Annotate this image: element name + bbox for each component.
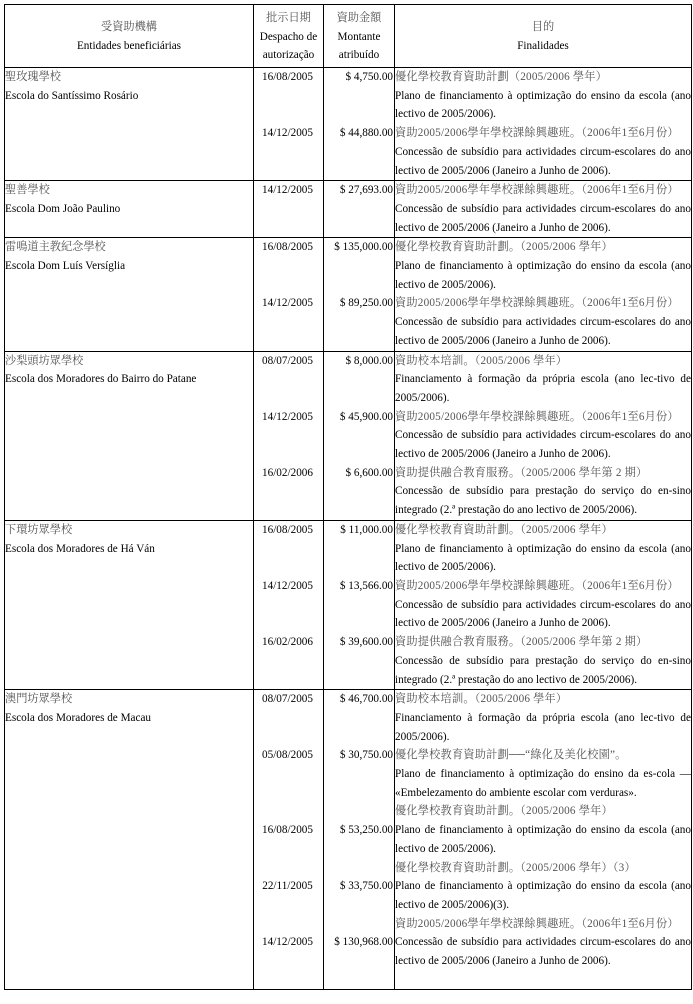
amount-spacer	[324, 105, 394, 124]
purpose-zh: 資助2005/2006學年學校課餘興趣班。（2006年1至6月份）	[395, 297, 679, 310]
date-spacer	[254, 896, 323, 915]
date-cell	[254, 68, 324, 181]
purpose-entry	[395, 577, 691, 633]
grant-date: 14/12/2005	[262, 127, 313, 140]
date-spacer	[254, 445, 323, 464]
purpose-pt: Plano de financiamento à optimização do ensino da escola (ano lectivo de 2005/2006)(3).	[395, 880, 691, 911]
purpose-pt: Financiamento à formação da própria escola (ano lec-tivo de 2005/2006).	[395, 373, 691, 404]
purpose-zh: 優化學校教育資助計劃──“綠化及美化校園”。	[395, 749, 627, 762]
purpose-zh: 優化學校教育資助計劃。（2005/2006 學年）	[395, 241, 613, 254]
entity-name-zh: 聖善學校	[5, 184, 50, 197]
header-date	[254, 5, 324, 68]
grant-date: 14/12/2005	[262, 579, 313, 592]
date-spacer	[254, 161, 323, 180]
header-date-pt-1: Despacho de	[259, 30, 318, 43]
amount-cell	[324, 351, 395, 520]
date-spacer	[254, 482, 323, 501]
header-amount-zh: 資助金額	[336, 12, 382, 25]
date-spacer	[254, 257, 323, 276]
grant-amount: $ 135,000.00	[334, 241, 393, 254]
grant-amount: $ 8,000.00	[345, 354, 393, 367]
amount-spacer	[324, 971, 394, 990]
amount-spacer	[324, 482, 394, 501]
amount-spacer	[324, 840, 394, 859]
purpose-pt: Plano de financiamento à optimização do ensino da escola (ano lectivo de 2005/2006).	[395, 89, 691, 121]
grant-date: 16/02/2006	[262, 466, 313, 479]
purpose-cell	[395, 238, 692, 351]
entity-name-pt: Escola dos Moradores do Bairro do Patane	[5, 373, 197, 386]
grant-date: 16/08/2005	[262, 824, 313, 837]
amount-spacer	[324, 558, 394, 577]
amount-spacer	[324, 313, 394, 332]
grant-amount: $ 6,600.00	[345, 466, 393, 479]
purpose-entry	[395, 633, 691, 689]
entity-name-pt: Escola Dom João Paulino	[5, 202, 121, 215]
purpose-pt: Plano de financiamento à optimização do ensino da escola (ano lectivo de 2005/2006).	[395, 260, 691, 291]
header-entity-pt: Entidades beneficiárias	[76, 40, 182, 52]
date-spacer	[254, 200, 323, 219]
date-cell	[254, 238, 324, 351]
date-spacer	[254, 540, 323, 559]
date-cell	[254, 520, 324, 689]
purpose-zh: 優化學校教育資助計劃。（2005/2006 學年）（3）	[395, 861, 636, 874]
header-amount-pt-2: atribuído	[338, 49, 380, 62]
grant-date: 14/12/2005	[262, 410, 313, 423]
header-entity-zh: 受資助機構	[101, 21, 157, 34]
table-body	[5, 68, 692, 990]
grant-date: 16/08/2005	[262, 241, 313, 254]
purpose-entry	[395, 690, 691, 746]
purpose-pt: Concessão de subsídio para prestação do serviço do en-sino integrado (2.ª prestação do ano lectivo de 2005/2006).	[395, 654, 691, 686]
header-entity	[5, 5, 254, 68]
purpose-entry	[395, 915, 691, 971]
entity-cell	[5, 351, 254, 520]
grant-amount: $ 39,600.00	[339, 636, 393, 649]
date-spacer	[254, 501, 323, 520]
grant-amount: $ 45,900.00	[339, 410, 393, 423]
amount-spacer	[324, 389, 394, 408]
entity-name-pt: Escola Dom Luís Versíglia	[5, 260, 126, 273]
grant-amount: $ 89,250.00	[339, 297, 393, 310]
purpose-cell	[395, 690, 692, 990]
entity-name-zh: 下環坊眾學校	[5, 523, 73, 536]
date-spacer	[254, 558, 323, 577]
purpose-entry	[395, 352, 691, 408]
date-spacer	[254, 370, 323, 389]
grants-table	[4, 4, 692, 990]
purpose-zh: 資助2005/2006學年學校課餘興趣班。（2006年1至6月份）	[395, 410, 679, 423]
purpose-pt: Concessão de subsídio para actividades circum-escolares do ano lectivo de 2005/2006 (Janeiro a Junho de 2006).	[395, 316, 691, 347]
table-row	[5, 351, 692, 520]
purpose-cell	[395, 520, 692, 689]
amount-spacer	[324, 596, 394, 615]
amount-spacer	[324, 802, 394, 821]
amount-spacer	[324, 728, 394, 747]
purpose-pt: Concessão de subsídio para prestação do serviço do en-sino integrado (2.ª prestação do ano lectivo de 2005/2006).	[395, 485, 691, 517]
amount-cell	[324, 238, 395, 351]
amount-spacer	[324, 276, 394, 295]
date-spacer	[254, 784, 323, 803]
date-spacer	[254, 332, 323, 351]
purpose-pt: Concessão de subsídio para actividades circum-escolares do ano lectivo de 2005/2006 (Janeiro a Junho de 2006).	[395, 429, 691, 461]
date-spacer	[254, 802, 323, 821]
date-spacer	[254, 709, 323, 728]
purpose-pt: Concessão de subsídio para actividades circum-escolares do ano lectivo de 2005/2006 (Janeiro a Junho de 2006).	[395, 936, 691, 968]
date-spacer	[254, 313, 323, 332]
grant-date: 14/12/2005	[262, 297, 313, 310]
grant-date: 16/08/2005	[262, 71, 313, 83]
amount-spacer	[324, 896, 394, 915]
date-spacer	[254, 915, 323, 934]
amount-spacer	[324, 143, 394, 162]
purpose-zh: 資助提供融合教育服務。（2005/2006 學年第 2 期）	[395, 466, 648, 479]
purpose-cell	[395, 351, 692, 520]
purpose-pt: Plano de financiamento à optimização do ensino da es-cola — «Embelezamento do ambiente escolar com verduras».	[395, 768, 691, 799]
table-row	[5, 690, 692, 990]
amount-cell	[324, 68, 395, 181]
purpose-zh: 資助2005/2006學年學校課餘興趣班。（2006年1至6月份）	[395, 579, 679, 592]
date-spacer	[254, 971, 323, 990]
table-row	[5, 181, 692, 238]
purpose-zh: 優化學校教育資助計劃（2005/2006 學年）	[395, 71, 608, 83]
table-row	[5, 238, 692, 351]
amount-cell	[324, 520, 395, 689]
entity-name-pt: Escola dos Moradores de Macau	[5, 711, 152, 724]
purpose-entry	[395, 802, 691, 858]
purpose-cell	[395, 181, 692, 238]
amount-spacer	[324, 709, 394, 728]
entity-cell	[5, 238, 254, 351]
date-spacer	[254, 87, 323, 106]
amount-spacer	[324, 765, 394, 784]
date-spacer	[254, 765, 323, 784]
amount-spacer	[324, 257, 394, 276]
grant-date: 16/08/2005	[262, 523, 313, 536]
grant-amount: $ 11,000.00	[340, 523, 393, 536]
grant-amount: $ 53,250.00	[339, 824, 393, 837]
header-date-pt-2: autorização	[262, 49, 315, 62]
date-spacer	[254, 276, 323, 295]
grant-amount: $ 30,750.00	[339, 749, 393, 762]
purpose-entry	[395, 408, 691, 464]
purpose-zh: 資助提供融合教育服務。（2005/2006 學年第 2 期）	[395, 636, 648, 649]
purpose-entry	[395, 746, 691, 802]
purpose-entry	[395, 294, 691, 350]
entity-cell	[5, 520, 254, 689]
purpose-zh: 資助2005/2006學年學校課餘興趣班。（2006年1至6月份）	[395, 127, 679, 140]
purpose-entry	[395, 181, 691, 237]
date-cell	[254, 690, 324, 990]
purpose-zh: 優化學校教育資助計劃。（2005/2006 學年）	[395, 523, 613, 536]
purpose-entry	[395, 859, 691, 915]
amount-spacer	[324, 219, 394, 238]
entity-name-zh: 沙梨頭坊眾學校	[5, 354, 84, 367]
purpose-zh: 資助2005/2006學年學校課餘興趣班。（2006年1至6月份）	[395, 917, 679, 930]
table-row	[5, 68, 692, 181]
date-spacer	[254, 143, 323, 162]
amount-spacer	[324, 784, 394, 803]
purpose-zh: 資助2005/2006學年學校課餘興趣班。（2006年1至6月份）	[395, 184, 679, 197]
date-spacer	[254, 105, 323, 124]
entity-cell	[5, 690, 254, 990]
amount-spacer	[324, 332, 394, 351]
amount-spacer	[324, 858, 394, 877]
date-spacer	[254, 670, 323, 689]
amount-spacer	[324, 161, 394, 180]
purpose-pt: Plano de financiamento à optimização do ensino da escola (ano lectivo de 2005/2006).	[395, 542, 691, 574]
amount-spacer	[324, 445, 394, 464]
amount-spacer	[324, 652, 394, 671]
header-amount-pt-1: Montante	[337, 30, 381, 43]
date-spacer	[254, 426, 323, 445]
amount-spacer	[324, 370, 394, 389]
header-purpose-zh: 目的	[531, 21, 555, 34]
header-amount	[324, 5, 395, 68]
grant-amount: $ 44,880.00	[339, 127, 393, 140]
grant-date: 22/11/2005	[262, 880, 313, 893]
amount-cell	[324, 181, 395, 238]
amount-cell	[324, 690, 395, 990]
amount-spacer	[324, 614, 394, 633]
grant-amount: $ 27,693.00	[339, 184, 393, 197]
grant-amount: $ 33,750.00	[339, 880, 393, 893]
purpose-entry	[395, 124, 691, 180]
amount-spacer	[324, 501, 394, 520]
entity-name-pt: Escola do Santíssimo Rosário	[5, 89, 139, 102]
grant-amount: $ 4,750.00	[345, 71, 393, 83]
amount-spacer	[324, 952, 394, 971]
grant-amount: $ 130,968.00	[334, 936, 393, 949]
table-row	[5, 520, 692, 689]
purpose-zh: 資助校本培訓。（2005/2006 學年）	[395, 693, 568, 706]
date-cell	[254, 351, 324, 520]
entity-name-zh: 澳門坊眾學校	[5, 693, 73, 706]
entity-name-zh: 聖玫瑰學校	[5, 71, 61, 83]
purpose-pt: Plano de financiamento à optimização do ensino da escola (ano lectivo de 2005/2006).	[395, 824, 691, 855]
purpose-pt: Financiamento à formação da própria escola (ano lec-tivo de 2005/2006).	[395, 711, 691, 743]
amount-spacer	[324, 426, 394, 445]
purpose-zh: 資助校本培訓。（2005/2006 學年）	[395, 354, 568, 367]
purpose-entry	[395, 521, 691, 577]
amount-spacer	[324, 200, 394, 219]
purpose-entry	[395, 68, 691, 124]
header-purpose-pt: Finalidades	[517, 40, 569, 52]
date-spacer	[254, 728, 323, 747]
purpose-pt: Concessão de subsídio para actividades circum-escolares do ano lectivo de 2005/2006 (Janeiro a Junho de 2006).	[395, 598, 691, 630]
purpose-entry	[395, 464, 691, 520]
purpose-entry	[395, 238, 691, 294]
date-spacer	[254, 652, 323, 671]
date-cell	[254, 181, 324, 238]
entity-name-zh: 雷鳴道主教紀念學校	[5, 241, 106, 254]
date-spacer	[254, 389, 323, 408]
header-purpose	[395, 5, 692, 68]
grant-date: 16/02/2006	[262, 636, 313, 649]
date-spacer	[254, 858, 323, 877]
date-spacer	[254, 219, 323, 238]
grant-amount: $ 13,566.00	[339, 579, 393, 592]
purpose-zh: 優化學校教育資助計劃。（2005/2006 學年）	[395, 805, 613, 818]
grant-amount: $ 46,700.00	[339, 693, 393, 706]
amount-spacer	[324, 540, 394, 559]
date-spacer	[254, 596, 323, 615]
amount-spacer	[324, 87, 394, 106]
date-spacer	[254, 952, 323, 971]
entity-cell	[5, 181, 254, 238]
purpose-pt: Concessão de subsídio para actividades circum-escolares do ano lectivo de 2005/2006 (Janeiro a Junho de 2006).	[395, 145, 691, 177]
grant-date: 08/07/2005	[262, 693, 313, 706]
purpose-cell	[395, 68, 692, 181]
grant-date: 14/12/2005	[262, 184, 313, 197]
header-date-zh: 批示日期	[266, 12, 311, 25]
amount-spacer	[324, 670, 394, 689]
entity-cell	[5, 68, 254, 181]
grant-date: 05/08/2005	[262, 749, 313, 762]
purpose-pt: Concessão de subsídio para actividades circum-escolares do ano lectivo de 2005/2006 (Janeiro a Junho de 2006).	[395, 202, 691, 234]
date-spacer	[254, 614, 323, 633]
table-header-row	[5, 5, 692, 68]
date-spacer	[254, 840, 323, 859]
grant-date: 08/07/2005	[262, 354, 313, 367]
entity-name-pt: Escola dos Moradores de Há Ván	[5, 542, 155, 555]
amount-spacer	[324, 915, 394, 934]
grant-date: 14/12/2005	[262, 936, 313, 949]
